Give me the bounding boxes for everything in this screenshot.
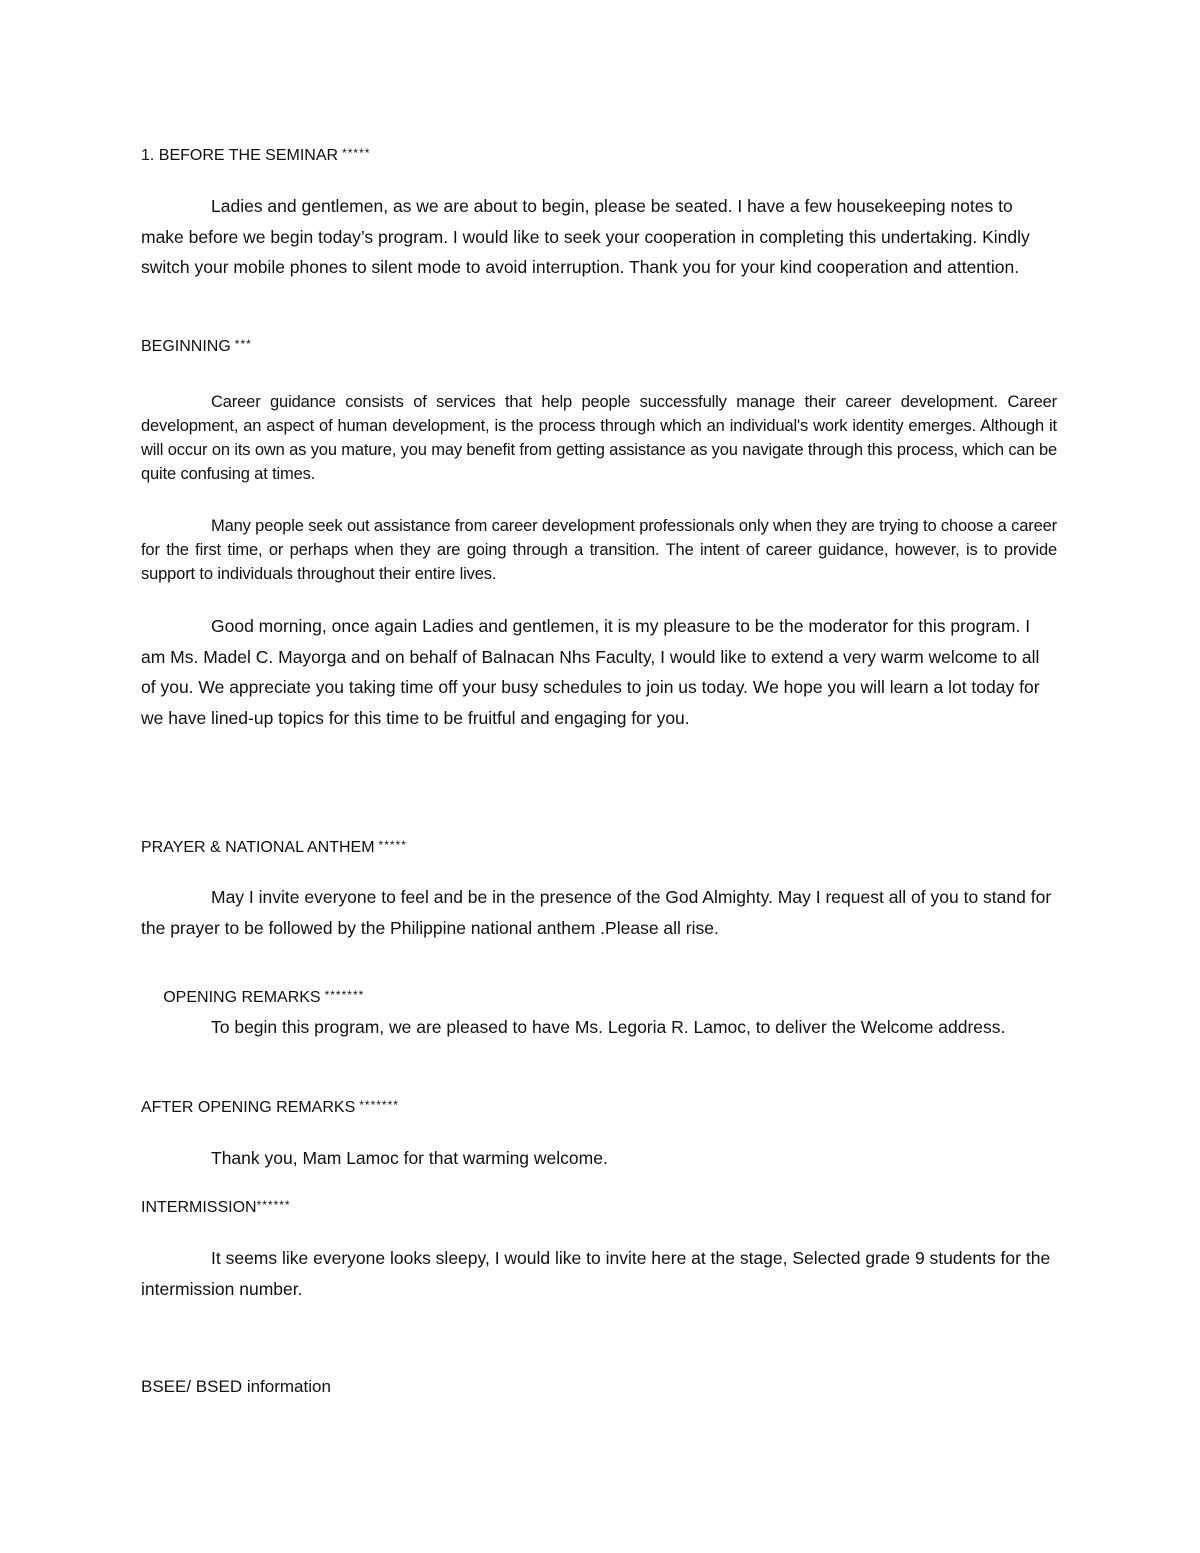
heading-text: BEGINNING [141,338,231,355]
section-heading-before-seminar [141,146,370,166]
section-heading-prayer-anthem [141,838,407,858]
paragraph-welcome-moderator: Good morning, once again Ladies and gentlemen, it is my pleasure to be the moderator for this program. I am Ms. Madel C. Mayorga and on behalf of Balnacan Nhs Faculty, I would like to extend a very warm welcome to all of you. We appreciate you taking time off your busy schedules to join us today. We hope you will learn a lot today for we have lined-up topics for this time to be fruitful and engaging for you. [141,616,1040,728]
heading-stars: ***** [342,146,371,160]
section-heading-intermission [141,1198,291,1218]
heading-text: PRAYER & NATIONAL ANTHEM [141,839,375,856]
paragraph-opening-remarks: To begin this program, we are pleased to have Ms. Legoria R. Lamoc, to deliver the Welcome address. [211,1017,1006,1037]
paragraph-thank-you: Thank you, Mam Lamoc for that warming welcome. [211,1148,608,1168]
heading-stars: *** [234,337,252,351]
heading-stars: ******* [359,1098,399,1112]
section-heading-bsee-bsed [141,1377,331,1397]
heading-stars: ****** [256,1198,291,1212]
section-heading-beginning [141,337,252,357]
heading-stars: ***** [378,838,407,852]
paragraph-career-guidance: Career guidance consists of services that help people successfully manage their career development. Career development, an aspect of human development, is the process through which an individual's work identity emerges. Although it will occur on its own as you mature, you may benefit from getting assistance as you navigate through this process, which can be quite confusing at times. [141,393,1057,483]
paragraph-intermission: It seems like everyone looks sleepy, I would like to invite here at the stage, Selected grade 9 students for the intermission number. [141,1248,1051,1299]
heading-text: 1. BEFORE THE SEMINAR [141,147,339,164]
heading-text: AFTER OPENING REMARKS [141,1099,356,1116]
paragraph-prayer: May I invite everyone to feel and be in the presence of the God Almighty. May I request all of you to stand for the prayer to be followed by the Philippine national anthem .Please all rise. [141,887,1052,938]
paragraph-career-assistance: Many people seek out assistance from career development professionals only when they are trying to choose a career for the first time, or perhaps when they are going through a transition. The intent of career guidance, however, is to provide support to individuals throughout their entire lives. [141,517,1057,583]
heading-text: BSEE/ BSED information [141,1377,331,1396]
heading-stars: ******* [324,988,365,1002]
section-heading-after-opening-remarks [141,1098,399,1118]
heading-text: INTERMISSION [141,1199,257,1216]
heading-text: OPENING REMARKS [158,989,321,1006]
paragraph-housekeeping: Ladies and gentlemen, as we are about to begin, please be seated. I have a few housekeeping notes to make before we begin today’s program. I would like to seek your cooperation in completing this undertaking. Kindly switch your mobile phones to silent mode to avoid interruption. Thank you for your kind cooperation and attention. [141,196,1030,277]
